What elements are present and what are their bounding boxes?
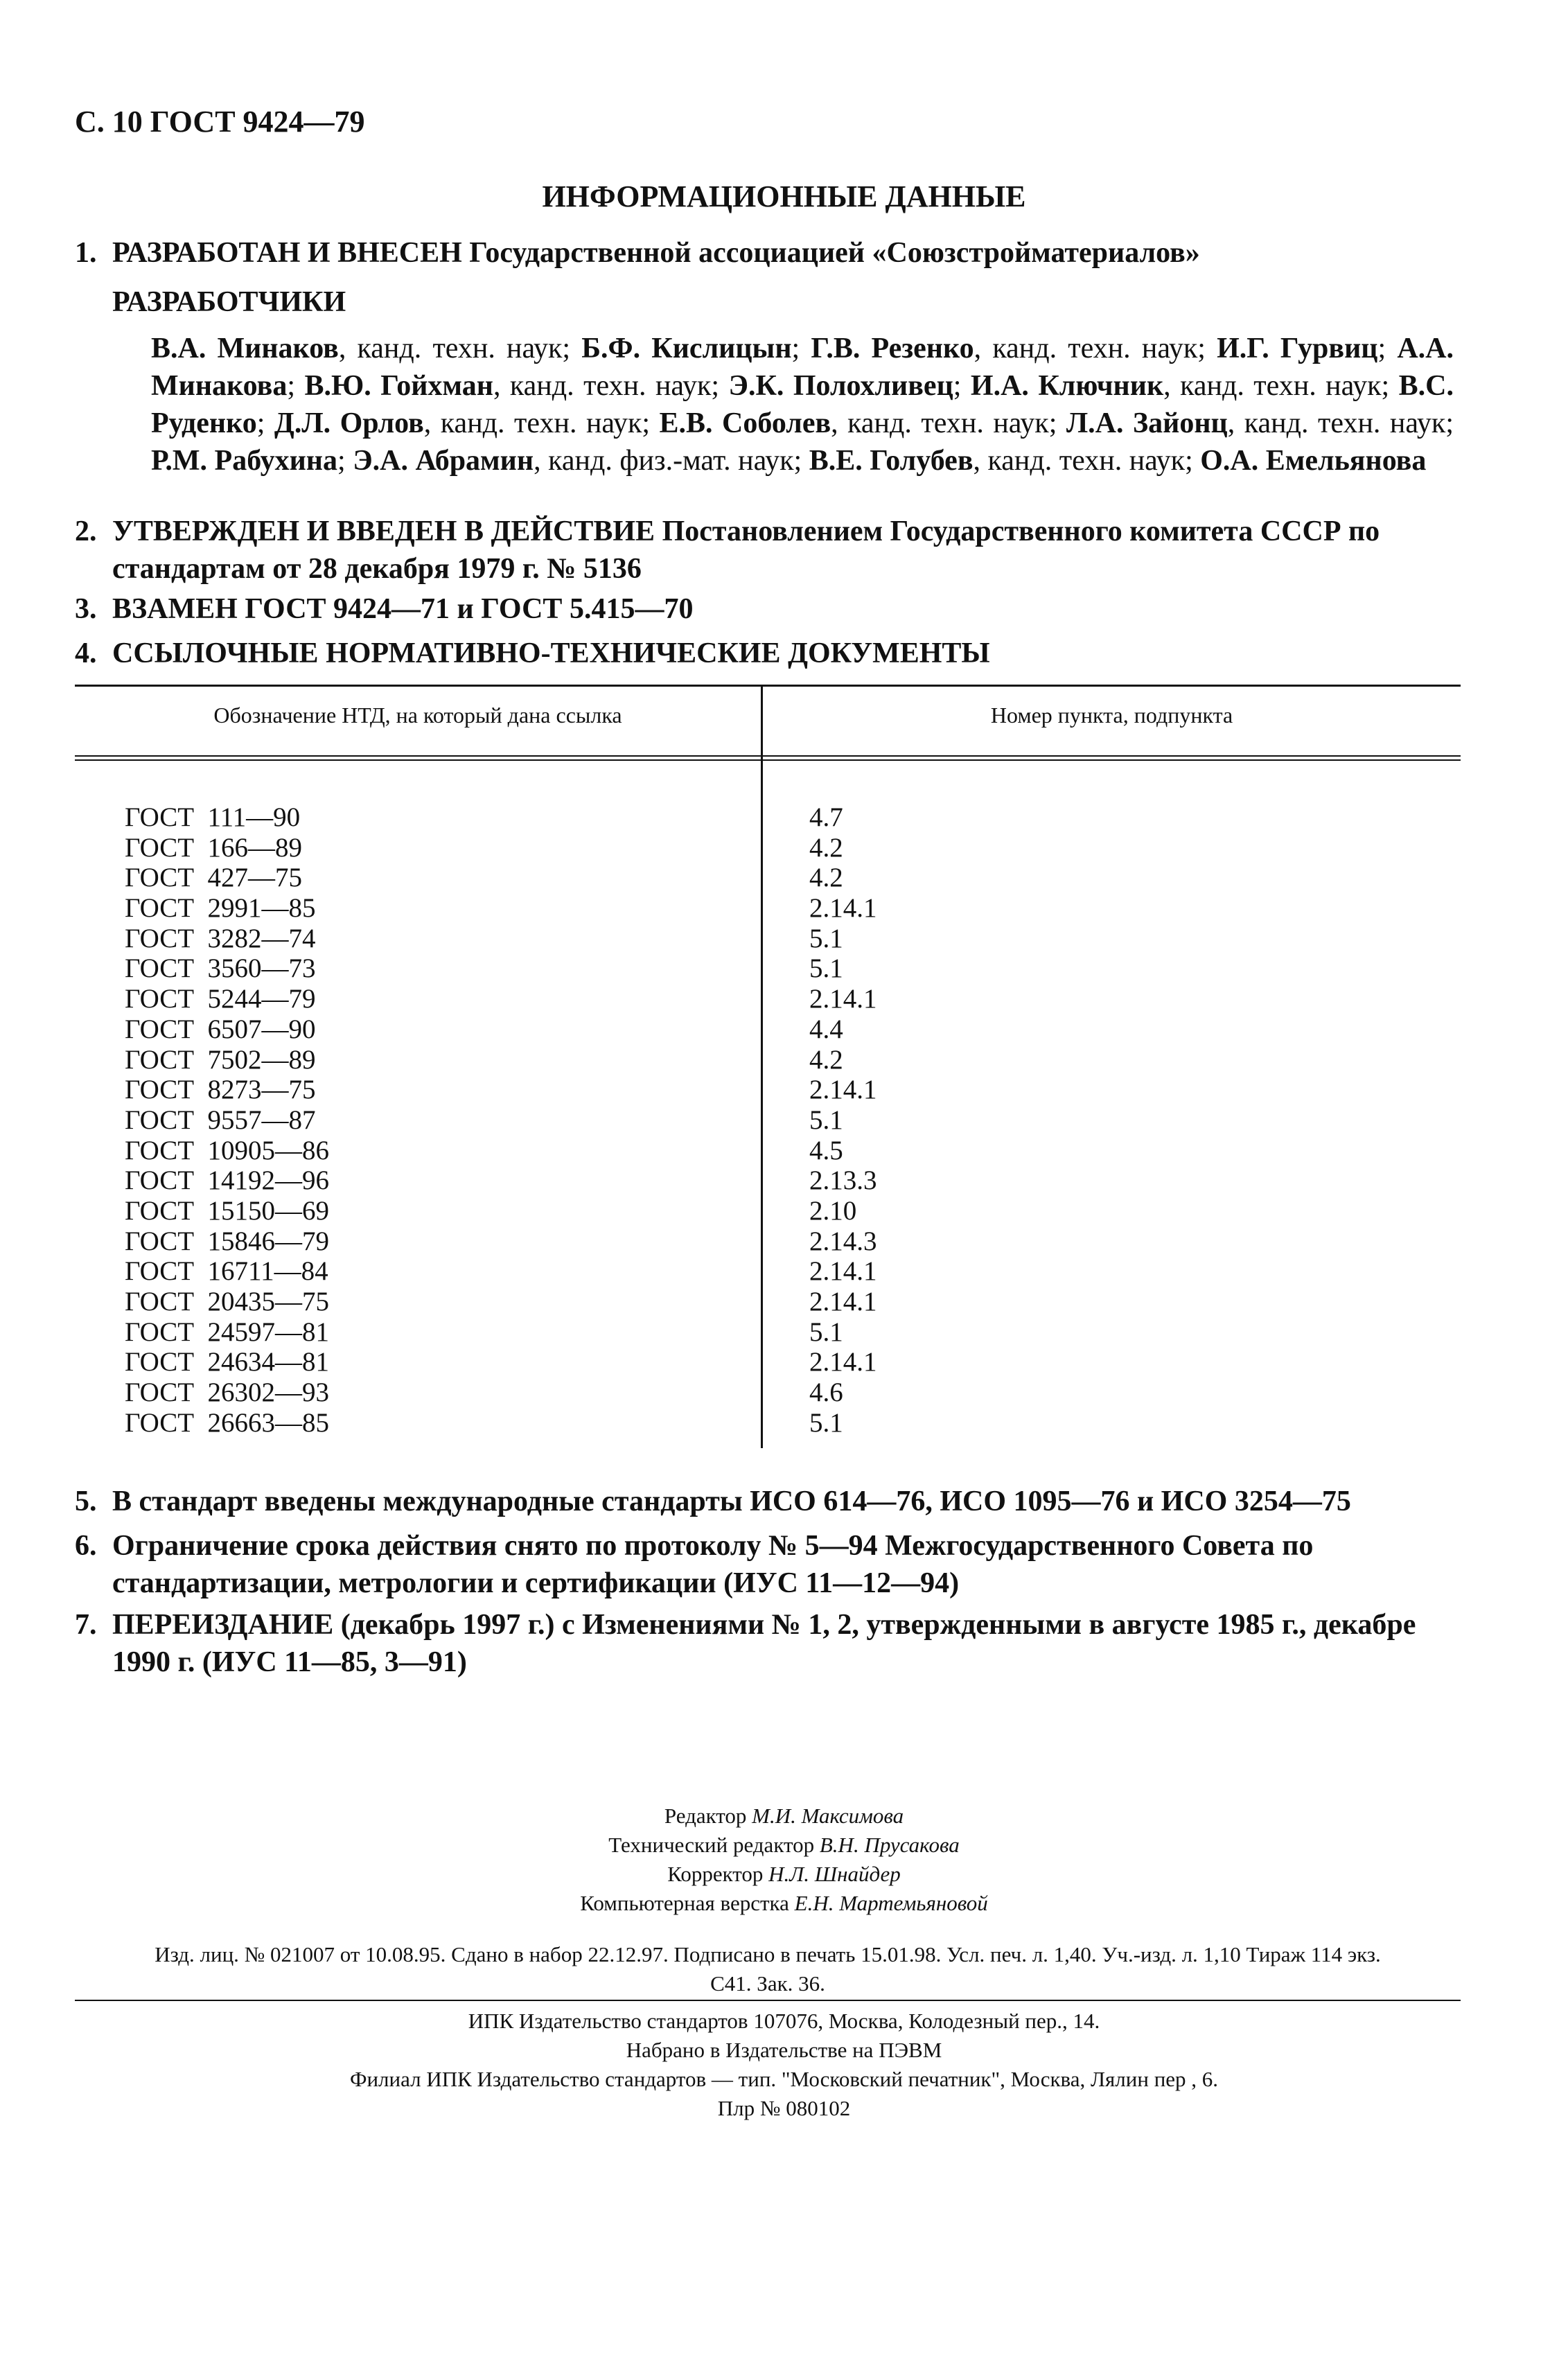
clause-column <box>809 802 1433 1438</box>
item-text: ССЫЛОЧНЫЕ НОРМАТИВНО-ТЕХНИЧЕСКИЕ ДОКУМЕНТЫ <box>112 637 990 669</box>
table-cell-clause: 2.13.3 <box>809 1165 877 1196</box>
credit-person: М.И. Максимова <box>752 1804 904 1828</box>
developer-title: , канд. техн. наук; <box>493 370 729 402</box>
credit-person: В.Н. Прусакова <box>819 1833 960 1857</box>
developers-label: РАЗРАБОТЧИКИ <box>112 286 346 318</box>
publisher-block <box>0 2007 1568 2123</box>
publisher-line: ИПК Издательство стандартов 107076, Москва, Колодезный пер., 14. <box>468 2009 1100 2033</box>
document-column <box>125 802 748 1438</box>
developer-title: , канд. техн. наук; <box>831 407 1066 439</box>
developer-name: И.Г. Гурвиц <box>1217 333 1378 364</box>
table-cell-document: ГОСТ 15150—69 <box>125 1195 330 1226</box>
table-cell-clause: 4.2 <box>809 1044 843 1075</box>
developer-name: В.Ю. Гойхман <box>304 370 493 402</box>
developer-name: В.Е. Голубев <box>809 445 974 477</box>
references-table <box>75 685 1461 1448</box>
table-cell-clause: 4.6 <box>809 1377 843 1408</box>
credit-person: Н.Л. Шнайдер <box>768 1862 901 1886</box>
table-cell-clause: 5.1 <box>809 953 843 984</box>
table-cell-clause: 2.14.1 <box>809 984 877 1014</box>
table-cell-clause: 2.14.1 <box>809 1287 877 1316</box>
table-cell-document: ГОСТ 2991—85 <box>125 893 316 924</box>
publisher-line: Филиал ИПК Издательство стандартов — тип. "Московский печатник", Москва, Лялин пер , 6. <box>349 2067 1219 2091</box>
developer-title: ; <box>791 333 811 364</box>
table-cell-clause: 2.14.1 <box>809 1347 877 1377</box>
table-cell-clause: 4.7 <box>809 802 843 832</box>
developer-name: Г.В. Резенко <box>811 333 974 364</box>
developer-title: , канд. техн. наук; <box>423 407 660 439</box>
imprint-line: Изд. лиц. № 021007 от 10.08.95. Сдано в набор 22.12.97. Подписано в печать 15.01.98. Усл. печ. л. 1,40. Уч.-изд. л. 1,10 Тираж 114 экз. <box>155 1942 1381 1966</box>
item-4 <box>75 635 1461 672</box>
imprint-block <box>75 1940 1461 1998</box>
table-header-document: Обозначение НТД, на который дана ссылка <box>213 703 622 728</box>
table-cell-clause: 4.5 <box>809 1135 843 1165</box>
developer-name: Б.Ф. Кислицын <box>581 333 792 364</box>
table-cell-clause: 2.14.1 <box>809 1075 877 1105</box>
developer-name: Л.А. Зайонц <box>1066 407 1228 439</box>
developer-title: , канд. техн. наук; <box>1163 370 1399 402</box>
developer-name: Е.В. Соболев <box>659 407 831 439</box>
item-text: В стандарт введены международные стандарты ИСО 614—76, ИСО 1095—76 и ИСО 3254—75 <box>112 1486 1351 1517</box>
developer-name: А.А. Минакова <box>151 333 1454 402</box>
table-cell-clause: 4.4 <box>809 1014 843 1044</box>
table-header-clause: Номер пункта, подпункта <box>990 703 1233 728</box>
table-column-divider <box>761 685 763 1448</box>
credit-label: Редактор <box>664 1804 747 1828</box>
credits-block <box>0 1802 1568 1918</box>
publisher-line: Набрано в Издательстве на ПЭВМ <box>626 2038 942 2062</box>
developer-name: О.А. Емельянова <box>1200 445 1427 477</box>
table-cell-document: ГОСТ 26663—85 <box>125 1407 330 1438</box>
item-text: УТВЕРЖДЕН И ВВЕДЕН В ДЕЙСТВИЕ Постановлением Государственного комитета СССР по стандартам от 28 декабря 1979 г. № 5136 <box>112 516 1380 585</box>
item-number: 1. <box>75 237 97 269</box>
item-text: РАЗРАБОТАН И ВНЕСЕН Государственной ассоциацией «Союзстройматериалов» <box>112 237 1200 269</box>
table-cell-document: ГОСТ 14192—96 <box>125 1165 330 1196</box>
table-cell-clause: 5.1 <box>809 923 843 953</box>
credit-layout <box>0 1889 1568 1918</box>
developer-title: , канд. техн. наук; <box>974 333 1217 364</box>
table-cell-document: ГОСТ 9557—87 <box>125 1104 316 1135</box>
item-7 <box>75 1606 1461 1681</box>
table-cell-document: ГОСТ 166—89 <box>125 832 303 863</box>
developer-title: ; <box>953 370 971 402</box>
developer-name: В.С. Руденко <box>151 370 1454 439</box>
developer-name: Д.Л. Орлов <box>274 407 424 439</box>
developer-title: , канд. техн. наук; <box>973 445 1201 477</box>
table-cell-clause: 2.10 <box>809 1195 857 1226</box>
item-6 <box>75 1527 1461 1602</box>
table-header-rule <box>75 759 1461 761</box>
developer-title: ; <box>256 407 274 439</box>
item-text: Ограничение срока действия снято по протоколу № 5—94 Межгосударственного Совета по стандартизации, метрологии и сертификации (ИУС 11—12—94) <box>112 1530 1314 1599</box>
item-number: 3. <box>75 593 97 625</box>
developer-title: , канд. техн. наук; <box>338 333 582 364</box>
table-cell-document: ГОСТ 20435—75 <box>125 1287 330 1316</box>
publisher-line: Плр № 080102 <box>717 2096 851 2120</box>
item-number: 6. <box>75 1530 97 1562</box>
page-header: С. 10 ГОСТ 9424—79 <box>75 105 365 139</box>
table-cell-document: ГОСТ 3560—73 <box>125 953 316 984</box>
table-cell-document: ГОСТ 427—75 <box>125 863 303 893</box>
table-cell-document: ГОСТ 24597—81 <box>125 1316 330 1347</box>
developer-title: ; <box>337 445 353 477</box>
table-cell-document: ГОСТ 16711—84 <box>125 1256 328 1287</box>
credit-editor <box>0 1802 1568 1831</box>
imprint-divider <box>75 2000 1461 2001</box>
developer-name: И.А. Ключник <box>970 370 1164 402</box>
item-number: 4. <box>75 637 97 669</box>
developer-title: , канд. физ.-мат. наук; <box>534 445 809 477</box>
developer-title: ; <box>287 370 305 402</box>
table-cell-document: ГОСТ 15846—79 <box>125 1226 330 1256</box>
item-number: 5. <box>75 1486 97 1517</box>
developer-name: Р.М. Рабухина <box>151 445 338 477</box>
table-cell-document: ГОСТ 6507—90 <box>125 1014 316 1044</box>
credit-label: Технический редактор <box>608 1833 815 1857</box>
table-cell-clause: 5.1 <box>809 1407 843 1438</box>
item-text: ВЗАМЕН ГОСТ 9424—71 и ГОСТ 5.415—70 <box>112 593 694 625</box>
table-cell-document: ГОСТ 24634—81 <box>125 1347 330 1377</box>
item-2 <box>75 513 1461 588</box>
table-cell-clause: 5.1 <box>809 1316 843 1347</box>
table-cell-document: ГОСТ 8273—75 <box>125 1075 316 1105</box>
credit-corrector <box>0 1860 1568 1889</box>
page-title: ИНФОРМАЦИОННЫЕ ДАННЫЕ <box>542 179 1026 213</box>
imprint-line: С41. Зак. 36. <box>710 1971 825 1996</box>
table-cell-document: ГОСТ 5244—79 <box>125 984 316 1014</box>
table-cell-clause: 4.2 <box>809 863 843 893</box>
item-number: 7. <box>75 1609 97 1641</box>
table-cell-document: ГОСТ 7502—89 <box>125 1044 316 1075</box>
item-1 <box>75 234 1461 272</box>
table-cell-document: ГОСТ 10905—86 <box>125 1135 330 1165</box>
credit-person: Е.Н. Мартемьяновой <box>794 1891 988 1915</box>
item-3 <box>75 590 1461 628</box>
item-number: 2. <box>75 516 97 547</box>
developers-list <box>151 330 1454 479</box>
table-cell-clause: 2.14.3 <box>809 1226 877 1256</box>
table-header-rule <box>75 755 1461 757</box>
table-cell-clause: 2.14.1 <box>809 893 877 924</box>
table-cell-document: ГОСТ 3282—74 <box>125 923 316 953</box>
developer-title: , канд. техн. наук; <box>1227 407 1454 439</box>
developer-title: ; <box>1377 333 1398 364</box>
table-cell-clause: 5.1 <box>809 1104 843 1135</box>
item-5 <box>75 1483 1461 1520</box>
table-cell-clause: 4.2 <box>809 832 843 863</box>
credit-tech-editor <box>0 1831 1568 1860</box>
developer-name: Э.К. Полохливец <box>728 370 953 402</box>
credit-label: Корректор <box>667 1862 764 1886</box>
table-cell-document: ГОСТ 111—90 <box>125 802 301 832</box>
credit-label: Компьютерная верстка <box>580 1891 789 1915</box>
table-top-rule <box>75 685 1461 687</box>
table-cell-document: ГОСТ 26302—93 <box>125 1377 330 1408</box>
developer-name: В.А. Минаков <box>151 333 339 364</box>
item-text: ПЕРЕИЗДАНИЕ (декабрь 1997 г.) с Изменениями № 1, 2, утвержденными в августе 1985 г., декабре 1990 г. (ИУС 11—85, 3—91) <box>112 1609 1416 1678</box>
developer-name: Э.А. Абрамин <box>353 445 534 477</box>
table-cell-clause: 2.14.1 <box>809 1256 877 1287</box>
